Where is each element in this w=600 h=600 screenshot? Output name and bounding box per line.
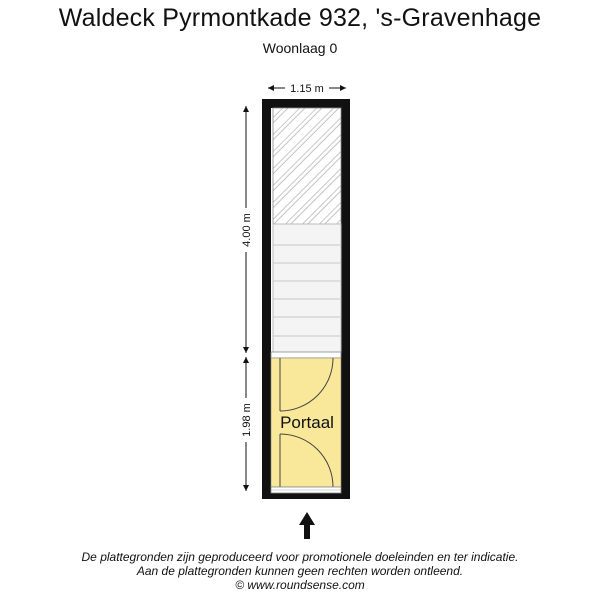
copyright-line: © www.roundsense.com (235, 578, 365, 592)
stair-void-hatched (273, 108, 341, 224)
stair-treads (273, 224, 341, 354)
page-title: Waldeck Pyrmontkade 932, 's-Gravenhage (58, 4, 542, 32)
dimension-length-upper (239, 106, 253, 353)
disclaimer-line-1: De plattegronden zijn geproduceerd voor promotionele doeleinden en ter indicatie. (81, 550, 519, 564)
dimension-width-label: 1.15 m (290, 83, 324, 95)
dimension-length-lower (239, 357, 253, 491)
entrance-arrow-icon (299, 512, 315, 539)
dimension-length-lower-label: 1.98 m (241, 403, 253, 437)
inner-door-frame (271, 352, 341, 358)
disclaimer (0, 550, 600, 592)
floor-level-label: Woonlaag 0 (262, 40, 338, 56)
dimension-width (268, 81, 346, 95)
dimension-length-upper-label: 4.00 m (241, 213, 253, 247)
disclaimer-line-2: Aan de plattegronden kunnen geen rechten worden ontleend. (136, 564, 464, 578)
room-label-portaal: Portaal (280, 413, 334, 432)
